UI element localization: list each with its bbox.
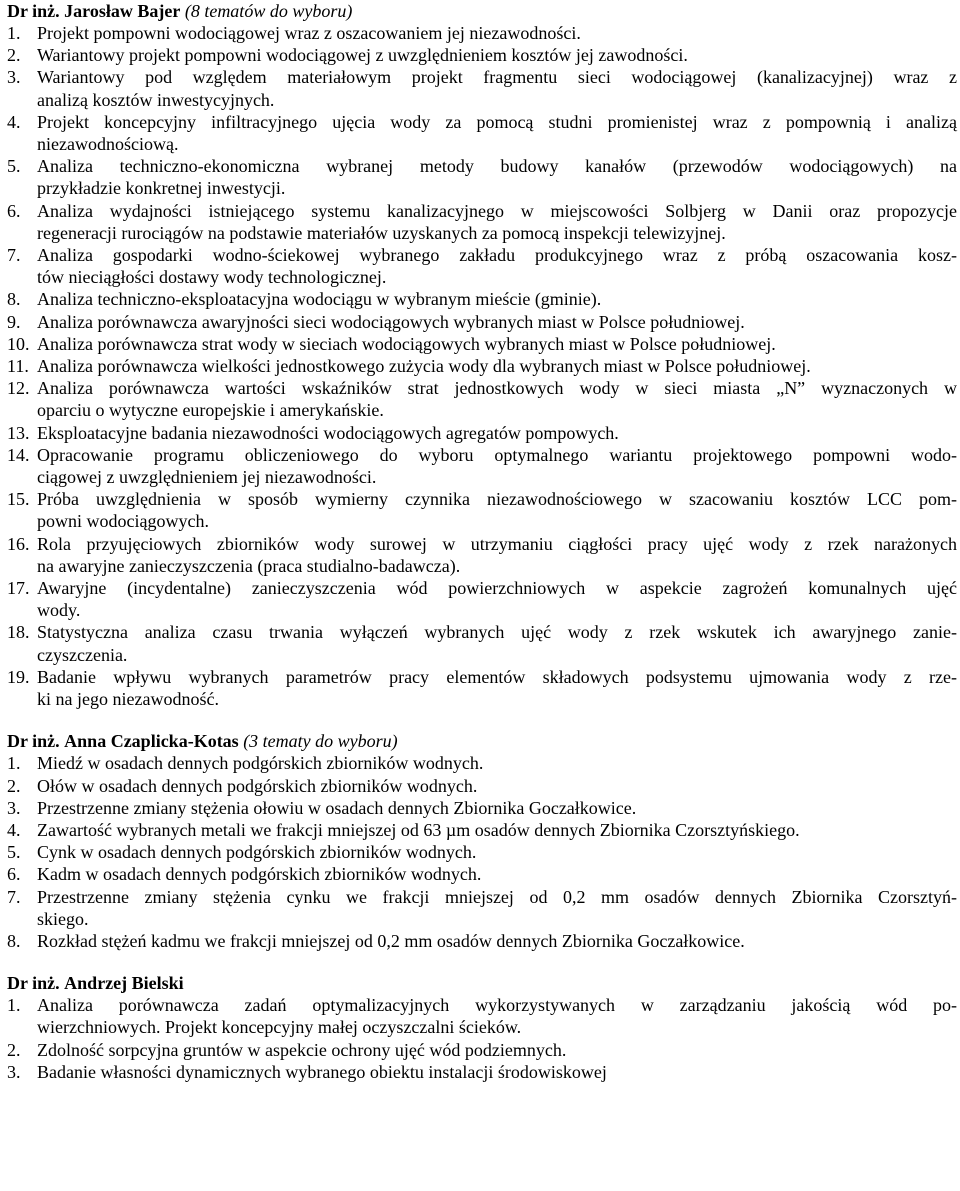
list-item bbox=[7, 311, 957, 333]
topic-list bbox=[7, 752, 957, 952]
item-text-line: Projekt pompowni wodociągowej wraz z oszacowaniem jej niezawodności. bbox=[37, 23, 581, 43]
item-number: 15. bbox=[7, 489, 30, 510]
item-text-line: Wariantowy pod względem materiałowym projekt fragmentu sieci wodociągowej (kanalizacyjnej) wraz z bbox=[37, 67, 957, 88]
item-text-line: skiego. bbox=[37, 908, 89, 929]
topic-count-note: (8 tematów do wyboru) bbox=[184, 1, 353, 21]
supervisor-name: Anna Czaplicka-Kotas bbox=[64, 731, 239, 752]
item-number: 1. bbox=[7, 995, 21, 1016]
item-number: 16. bbox=[7, 533, 30, 554]
list-item bbox=[7, 288, 957, 310]
item-number: 2. bbox=[7, 1039, 21, 1060]
item-text-line: wody. bbox=[37, 600, 81, 621]
list-item bbox=[7, 111, 957, 155]
item-text-line: Analiza porównawcza awaryjności sieci wodociągowych wybranych miast w Polsce południowej. bbox=[37, 311, 745, 332]
item-text-line: Przestrzenne zmiany stężenia ołowiu w osadach dennych Zbiornika Goczałkowice. bbox=[37, 797, 637, 818]
item-text-line: analizą kosztów inwestycyjnych. bbox=[37, 89, 275, 110]
list-item bbox=[7, 1039, 957, 1061]
item-number: 17. bbox=[7, 578, 30, 599]
item-number: 3. bbox=[7, 1061, 21, 1082]
item-text-line: Analiza wydajności istniejącego systemu kanalizacyjnego w miejscowości Solbjerg w Danii oraz propozycje bbox=[37, 200, 957, 221]
item-number: 5. bbox=[7, 156, 21, 177]
list-item bbox=[7, 577, 957, 621]
item-text-line: Cynk w osadach dennych podgórskich zbiorników wodnych. bbox=[37, 842, 477, 863]
item-number: 8. bbox=[7, 930, 21, 951]
item-text-line: Analiza porównawcza wielkości jednostkowego zużycia wody dla wybranych miast w Polsce południowej. bbox=[37, 356, 811, 377]
list-item bbox=[7, 155, 957, 199]
item-number: 4. bbox=[7, 111, 21, 132]
item-text-line: Analiza porównawcza strat wody w sieciach wodociągowych wybranych miast w Polsce południowej. bbox=[37, 333, 776, 354]
topic-list bbox=[7, 22, 957, 710]
item-text-line: Awaryjne (incydentalne) zanieczyszczenia wód powierzchniowych w aspekcie zagrożeń komunalnych ujęć bbox=[37, 578, 957, 599]
list-item bbox=[7, 930, 957, 952]
item-text-line: Analiza techniczno-ekonomiczna wybranej metody budowy kanałów (przewodów wodociągowych) na bbox=[37, 156, 957, 177]
list-item bbox=[7, 333, 957, 355]
list-item bbox=[7, 355, 957, 377]
item-text-line: przykładzie konkretnej inwestycji. bbox=[37, 178, 286, 199]
item-text-line: Wariantowy projekt pompowni wodociągowej z uwzględnieniem kosztów jej zawodności. bbox=[37, 45, 688, 66]
item-text-line: Ołów w osadach dennych podgórskich zbiorników wodnych. bbox=[37, 775, 478, 796]
item-number: 19. bbox=[7, 666, 30, 687]
list-item bbox=[7, 533, 957, 577]
item-text-line: wierzchniowych. Projekt koncepcyjny małej oczyszczalni ścieków. bbox=[37, 1017, 522, 1038]
list-item bbox=[7, 377, 957, 421]
item-number: 6. bbox=[7, 200, 21, 221]
list-item bbox=[7, 621, 957, 665]
section-heading bbox=[7, 972, 957, 994]
item-text-line: Miedź w osadach dennych podgórskich zbiorników wodnych. bbox=[37, 753, 484, 774]
item-number: 11. bbox=[7, 356, 29, 377]
section-spacer bbox=[7, 710, 957, 730]
list-item bbox=[7, 886, 957, 930]
list-item bbox=[7, 797, 957, 819]
list-item bbox=[7, 44, 957, 66]
item-number: 3. bbox=[7, 67, 21, 88]
item-text-line: Analiza porównawcza wartości wskaźników strat jednostkowych wody w sieci miasta „N” wyznaczonych w bbox=[37, 378, 957, 399]
item-text-line: Rola przyujęciowych zbiorników wody surowej w utrzymaniu ciągłości pracy ujęć wody z rzek narażonych bbox=[37, 533, 957, 554]
list-item bbox=[7, 994, 957, 1038]
item-number: 7. bbox=[7, 245, 21, 266]
item-text-line: Eksploatacyjne badania niezawodności wodociągowych agregatów pompowych. bbox=[37, 422, 619, 443]
item-text-line: Badanie własności dynamicznych wybranego obiektu instalacji środowiskowej bbox=[37, 1061, 607, 1082]
list-item bbox=[7, 752, 957, 774]
list-item bbox=[7, 666, 957, 710]
list-item bbox=[7, 66, 957, 110]
item-number: 18. bbox=[7, 622, 30, 643]
item-text-line: Rozkład stężeń kadmu we frakcji mniejszej od 0,2 mm osadów dennych Zbiornika Goczałkowice. bbox=[37, 930, 745, 951]
list-item bbox=[7, 819, 957, 841]
item-text-line: oparciu o wytyczne europejskie i amerykańskie. bbox=[37, 400, 384, 421]
item-text-line: Opracowanie programu obliczeniowego do wyboru optymalnego wariantu projektowego pompowni wodo- bbox=[37, 444, 957, 465]
item-text-line: Statystyczna analiza czasu trwania wyłączeń wybranych ujęć wody z rzek wskutek ich awaryjnego zanie- bbox=[37, 622, 957, 643]
item-number: 9. bbox=[7, 311, 21, 332]
topic-count-note: (3 tematy do wyboru) bbox=[243, 731, 398, 752]
topic-section bbox=[7, 730, 957, 952]
item-number: 4. bbox=[7, 819, 21, 840]
section-heading bbox=[7, 0, 957, 22]
document-page bbox=[7, 0, 957, 1083]
section-heading bbox=[7, 730, 957, 752]
item-text-line: Analiza techniczno-eksploatacyjna wodociągu w wybranym mieście (gminie). bbox=[37, 289, 602, 310]
item-text-line: powni wodociągowych. bbox=[37, 511, 209, 532]
list-item bbox=[7, 488, 957, 532]
topic-section bbox=[7, 0, 957, 710]
list-item bbox=[7, 444, 957, 488]
item-number: 14. bbox=[7, 444, 30, 465]
academic-title: Dr inż. bbox=[7, 1, 60, 21]
academic-title: Dr inż. bbox=[7, 973, 60, 994]
list-item bbox=[7, 841, 957, 863]
item-text-line: niezawodnościową. bbox=[37, 134, 179, 155]
item-text-line: ciągowej z uwzględnieniem jej niezawodności. bbox=[37, 467, 377, 488]
item-text-line: Kadm w osadach dennych podgórskich zbiorników wodnych. bbox=[37, 864, 482, 885]
item-number: 3. bbox=[7, 797, 21, 818]
list-item bbox=[7, 422, 957, 444]
item-text-line: na awaryjne zanieczyszczenia (praca studialno-badawcza). bbox=[37, 555, 461, 576]
item-text-line: ki na jego niezawodność. bbox=[37, 689, 219, 710]
item-text-line: Badanie wpływu wybranych parametrów pracy elementów składowych podsystemu ujmowania wody z rze- bbox=[37, 666, 957, 687]
item-number: 5. bbox=[7, 842, 21, 863]
list-item bbox=[7, 775, 957, 797]
item-text-line: Przestrzenne zmiany stężenia cynku we frakcji mniejszej od 0,2 mm osadów dennych Zbiornika Czorsztyń- bbox=[37, 886, 957, 907]
item-number: 6. bbox=[7, 864, 21, 885]
item-number: 8. bbox=[7, 289, 21, 310]
list-item bbox=[7, 22, 957, 44]
item-number: 2. bbox=[7, 45, 21, 66]
item-number: 2. bbox=[7, 775, 21, 796]
item-text-line: Analiza porównawcza zadań optymalizacyjnych wykorzystywanych w zarządzaniu jakością wód po- bbox=[37, 995, 957, 1016]
topic-list bbox=[7, 994, 957, 1083]
list-item bbox=[7, 200, 957, 244]
section-spacer bbox=[7, 952, 957, 972]
list-item bbox=[7, 1061, 957, 1083]
item-text-line: Projekt koncepcyjny infiltracyjnego ujęcia wody za pomocą studni promienistej wraz z pompownią i analizą bbox=[37, 111, 957, 132]
item-number: 10. bbox=[7, 333, 30, 354]
supervisor-name: Jarosław Bajer bbox=[64, 1, 181, 21]
item-text-line: Zawartość wybranych metali we frakcji mniejszej od 63 µm osadów dennych Zbiornika Czorsztyńskiego. bbox=[37, 819, 800, 840]
academic-title: Dr inż. bbox=[7, 731, 60, 752]
item-number: 13. bbox=[7, 422, 30, 443]
item-number: 7. bbox=[7, 886, 21, 907]
item-text-line: czyszczenia. bbox=[37, 644, 128, 665]
item-text-line: Próba uwzględnienia w sposób wymierny czynnika niezawodnościowego w szacowaniu kosztów LCC pom- bbox=[37, 489, 957, 510]
item-number: 1. bbox=[7, 23, 21, 43]
item-text-line: Zdolność sorpcyjna gruntów w aspekcie ochrony ujęć wód podziemnych. bbox=[37, 1039, 567, 1060]
item-text-line: Analiza gospodarki wodno-ściekowej wybranego zakładu produkcyjnego wraz z próbą oszacowania kosz- bbox=[37, 245, 957, 266]
item-number: 1. bbox=[7, 753, 21, 774]
list-item bbox=[7, 863, 957, 885]
list-item bbox=[7, 244, 957, 288]
item-text-line: regeneracji rurociągów na podstawie materiałów uzyskanych za pomocą inspekcji telewizyjnej. bbox=[37, 222, 726, 243]
item-number: 12. bbox=[7, 378, 30, 399]
supervisor-name: Andrzej Bielski bbox=[64, 973, 184, 994]
topic-section bbox=[7, 972, 957, 1083]
item-text-line: tów nieciągłości dostawy wody technologicznej. bbox=[37, 267, 387, 288]
